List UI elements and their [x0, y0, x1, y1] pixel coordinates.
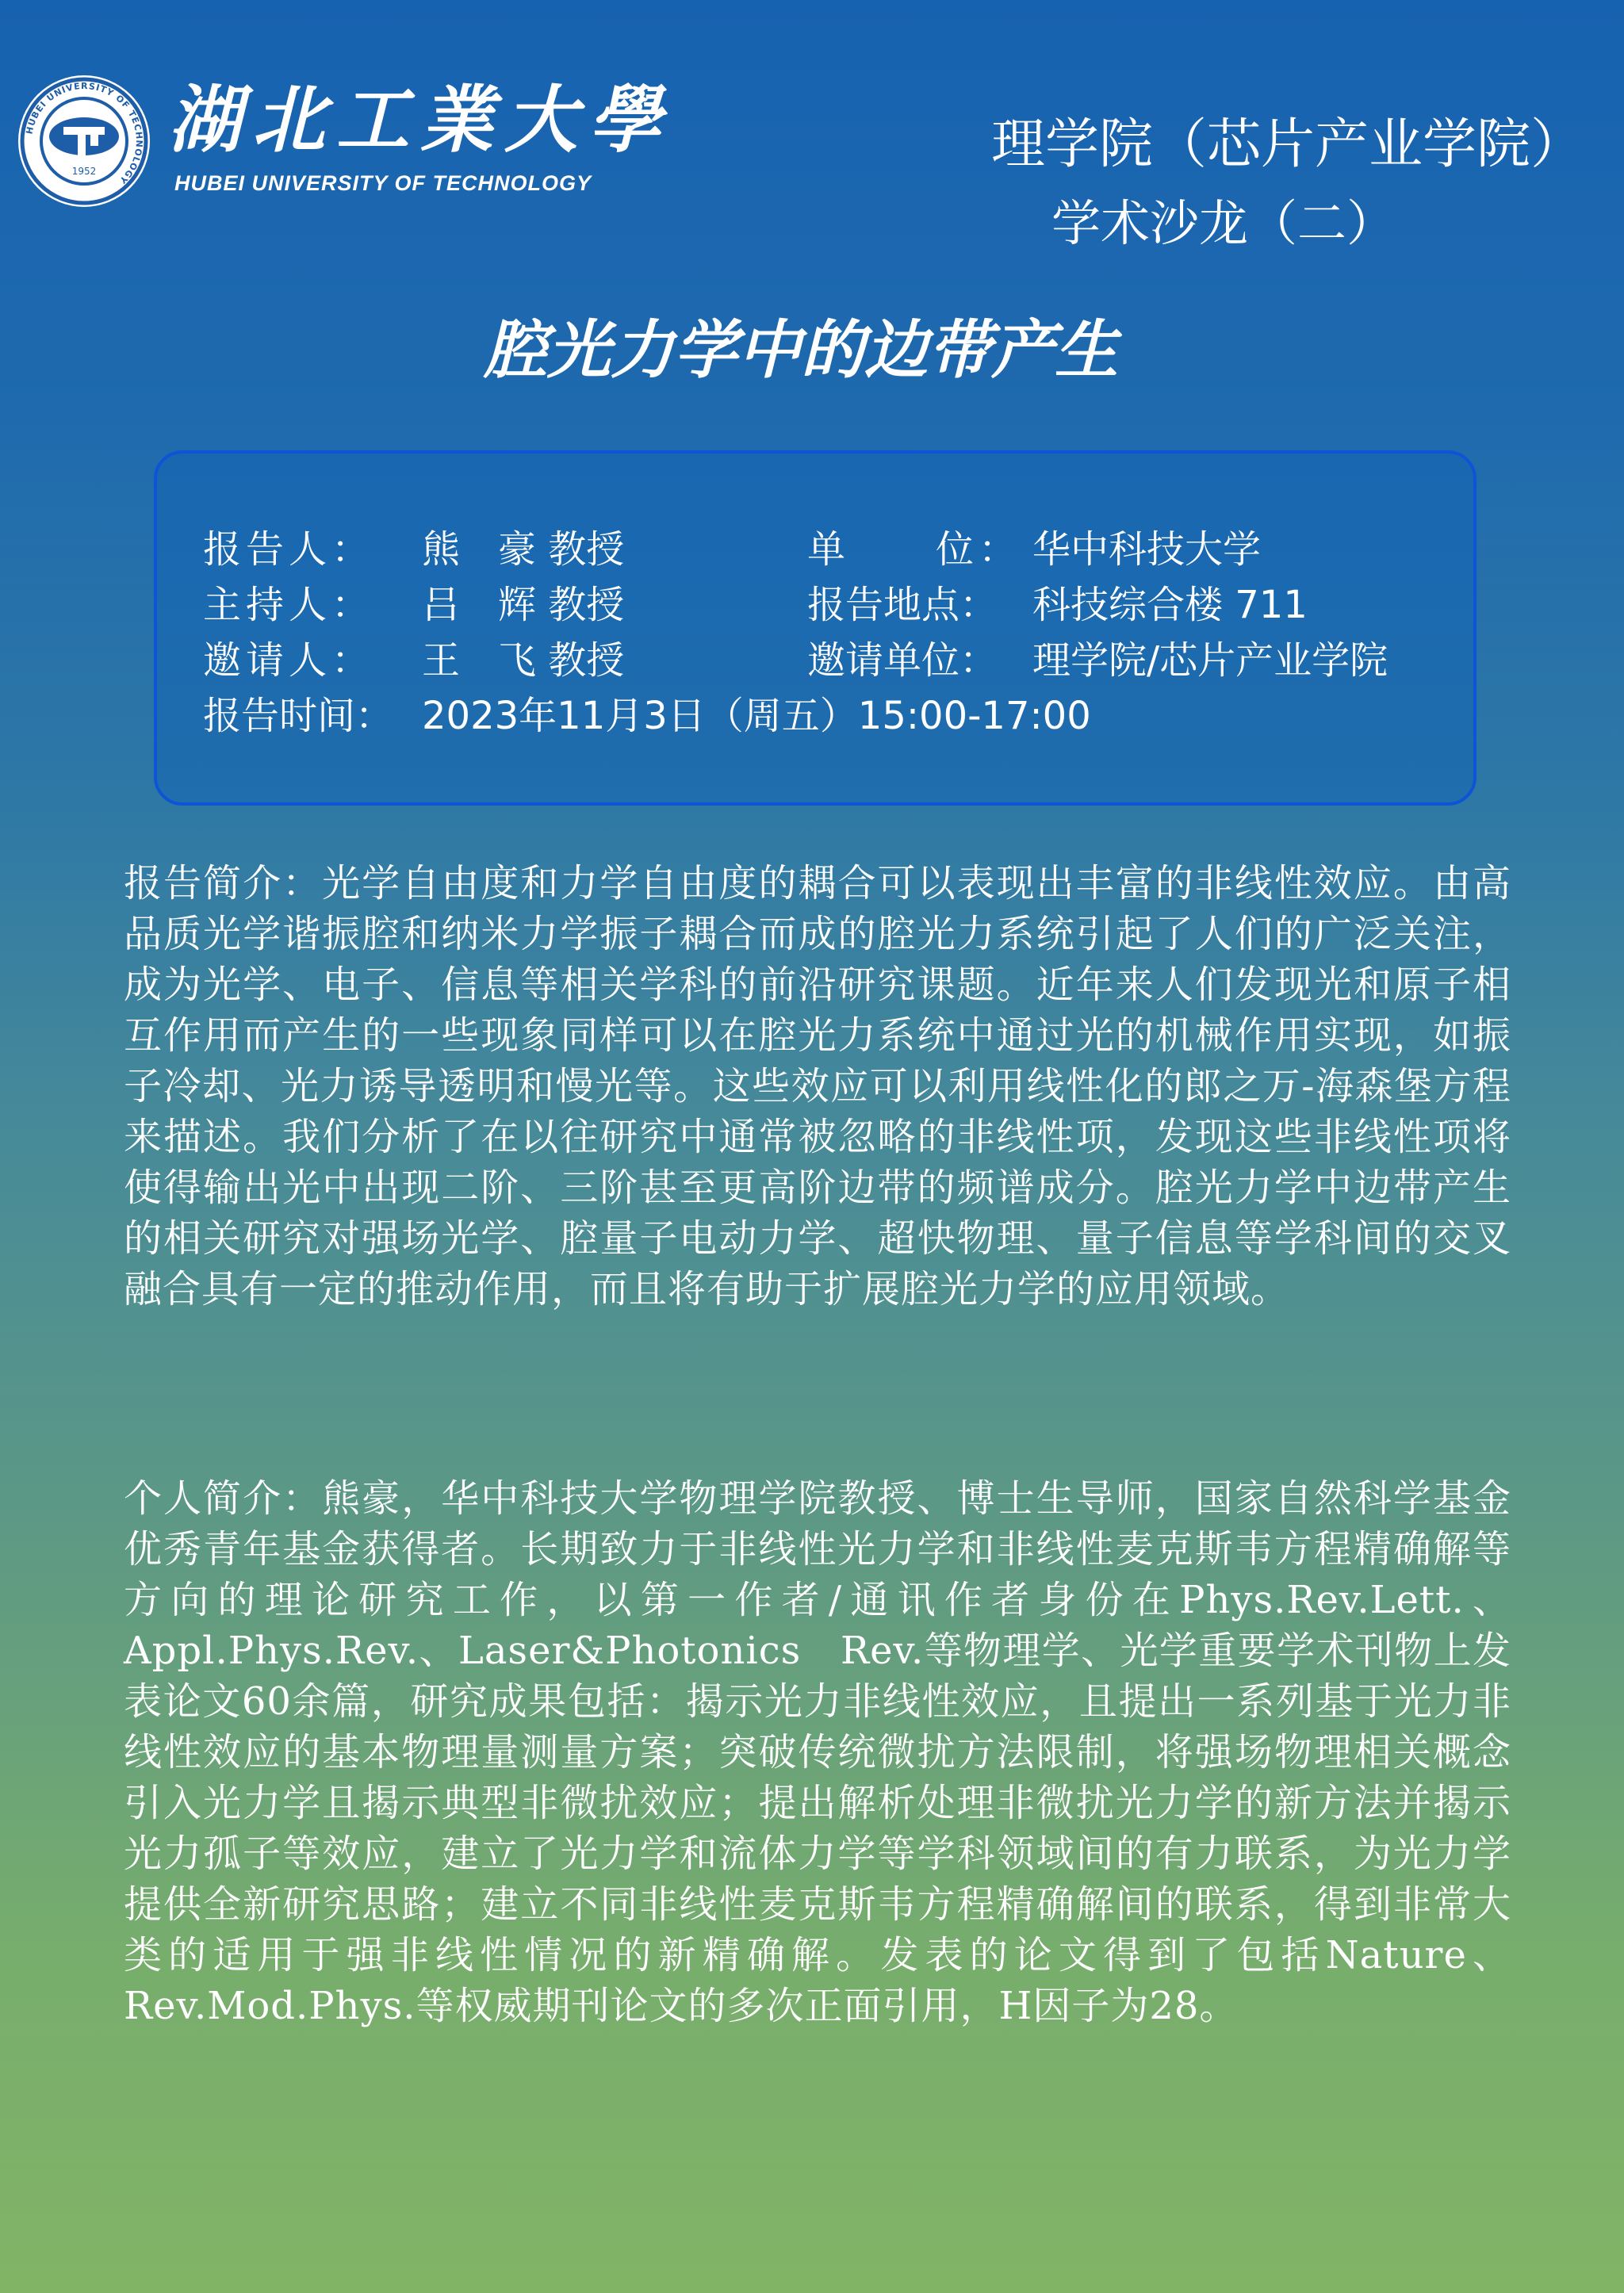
inviter-label: 邀请人： — [203, 638, 375, 683]
info-box — [154, 450, 1477, 806]
university-name-cn: 湖北工業大學 — [168, 77, 673, 163]
inviting-unit-value: 理学院/芯片产业学院 — [1032, 638, 1388, 683]
inviter-row — [203, 633, 795, 688]
logo-ring-text: HUBEI UNIVERSITY OF TECHNOLOGY — [24, 80, 145, 186]
unit-value: 华中科技大学 — [1032, 527, 1262, 572]
salon-series: 学术沙龙（二） — [1051, 194, 1396, 252]
speaker-row — [203, 522, 795, 577]
abstract-text: 光学自由度和力学自由度的耦合可以表现出丰富的非线性效应。由高品质光学谐振腔和纳米力学振子耦合而成的腔光力系统引起了人们的广泛关注，成为光学、电子、信息等相关学科的前沿研究课题。近年来人们发现光和原子相互作用而产生的一些现象同样可以在腔光力系统中通过光的机械作用实现，如振子冷却、光力诱导透明和慢光等。这些效应可以利用线性化的郎之万-海森堡方程来描述。我们分析了在以往研究中通常被忽略的非线性项，发现这些非线性项将使得输出光中出现二阶、三阶甚至更高阶边带的频谱成分。腔光力学中边带产生的相关研究对强场光学、腔量子电动力学、超快物理、量子信息等学科间的交叉融合具有一定的推动作用，而且将有助于扩展腔光力学的应用领域。 — [124, 861, 1511, 1311]
university-name-en: HUBEI UNIVERSITY OF TECHNOLOGY — [174, 171, 592, 195]
report-title: 腔光力学中的边带产生 — [484, 313, 1118, 387]
venue-label: 报告地点： — [807, 583, 998, 627]
host-row — [203, 577, 795, 633]
abstract-label: 报告简介： — [124, 861, 323, 905]
university-logo — [16, 73, 152, 209]
bio-label: 个人简介： — [124, 1476, 323, 1521]
bio-paragraph — [124, 1473, 1511, 2031]
host-value — [422, 577, 795, 633]
time-label: 报告时间： — [203, 694, 394, 738]
host-name: 吕 辉 — [422, 583, 537, 627]
host-title: 教授 — [548, 583, 625, 627]
time-value: 2023年11月3日（周五）15:00-17:00 — [422, 694, 1091, 738]
speaker-label: 报告人： — [203, 527, 375, 572]
abstract-paragraph — [124, 858, 1511, 1315]
speaker-value — [422, 522, 795, 577]
bio-text: 熊豪，华中科技大学物理学院教授、博士生导师，国家自然科学基金优秀青年基金获得者。长期致力于非线性光力学和非线性麦克斯韦方程精确解等方向的理论研究工作，以第一作者/通讯作者身份在Phys.Rev.Lett.、Appl.Phys.Rev.、Laser&Photonics Rev.等物理学、光学重要学术刊物上发表论文60余篇，研究成果包括：揭示光力非线性效应，且提出一系列基于光力非线性效应的基本物理量测量方案；突破传统微扰方法限制，将强场物理相关概念引入光力学且揭示典型非微扰效应；提出解析处理非微扰光力学的新方法并揭示光力孤子等效应，建立了光力学和流体力学等学科领域间的有力联系，为光力学提供全新研究思路；建立不同非线性麦克斯韦方程精确解间的联系，得到非常大类的适用于强非线性情况的新精确解。发表的论文得到了包括Nature、Rev.Mod.Phys.等权威期刊论文的多次正面引用，H因子为28。 — [124, 1476, 1511, 2028]
venue-row — [807, 577, 1308, 633]
venue-value: 科技综合楼 711 — [1032, 583, 1308, 627]
logo-year: 1952 — [71, 166, 97, 177]
unit-row — [807, 522, 1261, 577]
inviting-unit-row — [807, 633, 1388, 688]
speaker-name: 熊 豪 — [422, 527, 537, 572]
department-name: 理学院（芯片产业学院） — [990, 113, 1584, 176]
time-row — [203, 688, 1091, 744]
speaker-title: 教授 — [548, 527, 625, 572]
inviter-name: 王 飞 — [422, 638, 537, 683]
inviter-title: 教授 — [548, 638, 625, 683]
host-label: 主持人： — [203, 583, 375, 627]
unit-label: 单 位： — [807, 527, 1022, 572]
inviting-unit-label: 邀请单位： — [807, 638, 998, 683]
inviter-value — [422, 633, 795, 688]
